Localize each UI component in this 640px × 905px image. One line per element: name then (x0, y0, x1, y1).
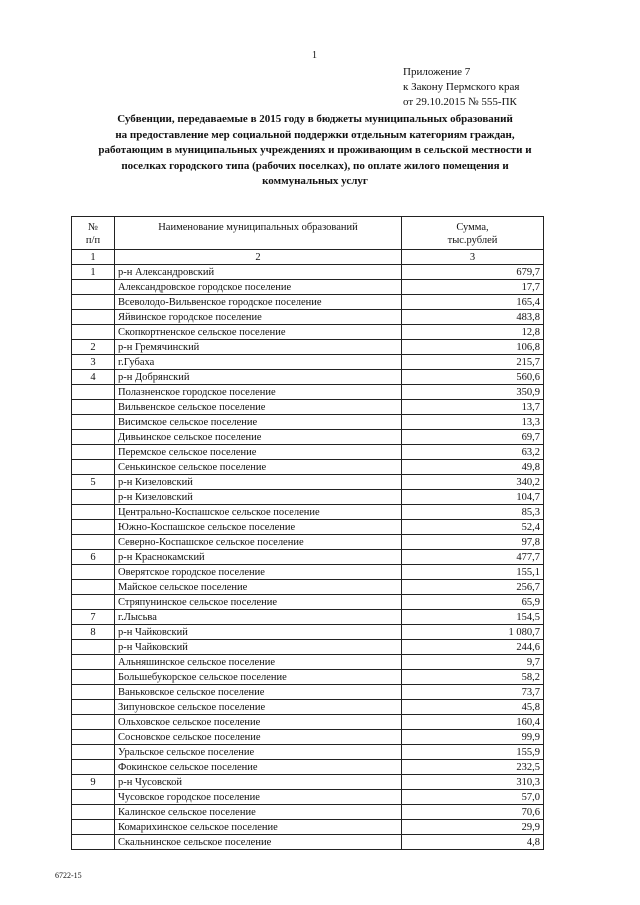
table-row (72, 460, 544, 475)
row-sum: 256,7 (402, 580, 544, 595)
header-number (72, 217, 115, 250)
row-sum: 85,3 (402, 505, 544, 520)
row-sum: 13,7 (402, 400, 544, 415)
row-sum: 160,4 (402, 715, 544, 730)
row-sum: 45,8 (402, 700, 544, 715)
row-number (72, 280, 115, 295)
row-sum: 97,8 (402, 535, 544, 550)
row-sum: 106,8 (402, 340, 544, 355)
table-row (72, 730, 544, 745)
row-number: 2 (72, 340, 115, 355)
row-name: Висимское сельское поселение (115, 415, 402, 430)
table-row (72, 505, 544, 520)
row-number (72, 805, 115, 820)
table-row (72, 385, 544, 400)
table-row (72, 445, 544, 460)
row-number (72, 700, 115, 715)
row-number (72, 520, 115, 535)
appendix-reference (403, 65, 519, 110)
row-sum: 104,7 (402, 490, 544, 505)
appendix-line-3: от 29.10.2015 № 555-ПК (403, 96, 517, 108)
table-row (72, 655, 544, 670)
table-row (72, 310, 544, 325)
row-sum: 49,8 (402, 460, 544, 475)
table-row (72, 580, 544, 595)
table-row (72, 520, 544, 535)
row-sum: 232,5 (402, 760, 544, 775)
row-sum: 69,7 (402, 430, 544, 445)
row-number: 4 (72, 370, 115, 385)
row-name: Северно-Коспашское сельское поселение (115, 535, 402, 550)
row-number (72, 730, 115, 745)
row-name: Сенькинское сельское поселение (115, 460, 402, 475)
table-row (72, 325, 544, 340)
subvention-table (71, 216, 544, 850)
row-number (72, 670, 115, 685)
row-number (72, 640, 115, 655)
row-sum: 17,7 (402, 280, 544, 295)
row-sum: 99,9 (402, 730, 544, 745)
row-sum: 9,7 (402, 655, 544, 670)
table-row (72, 685, 544, 700)
row-name: р-н Гремячинский (115, 340, 402, 355)
row-name: Калинское сельское поселение (115, 805, 402, 820)
row-number (72, 400, 115, 415)
page-number: 1 (312, 50, 317, 61)
row-number: 1 (72, 265, 115, 280)
header-sum-line-1: Сумма, (456, 222, 489, 233)
title-line-5: коммунальных услуг (262, 175, 368, 187)
table-row (72, 340, 544, 355)
footer-code: 6722-15 (55, 871, 82, 880)
table-body (72, 265, 544, 850)
table-row (72, 355, 544, 370)
table-row (72, 475, 544, 490)
row-sum: 215,7 (402, 355, 544, 370)
table-row (72, 430, 544, 445)
row-number (72, 565, 115, 580)
column-index-1: 1 (72, 250, 115, 265)
row-sum: 350,9 (402, 385, 544, 400)
table-row (72, 835, 544, 850)
row-sum: 58,2 (402, 670, 544, 685)
table-row (72, 820, 544, 835)
table-row (72, 805, 544, 820)
row-name: г.Губаха (115, 355, 402, 370)
table-row (72, 490, 544, 505)
row-name: Вильвенское сельское поселение (115, 400, 402, 415)
row-name: Большебукорское сельское поселение (115, 670, 402, 685)
row-number (72, 415, 115, 430)
row-sum: 4,8 (402, 835, 544, 850)
table-row (72, 415, 544, 430)
table-row (72, 745, 544, 760)
column-index-row (72, 250, 544, 265)
row-name: р-н Краснокамский (115, 550, 402, 565)
table-row (72, 640, 544, 655)
row-sum: 560,6 (402, 370, 544, 385)
row-sum: 154,5 (402, 610, 544, 625)
table-row (72, 535, 544, 550)
row-name: Александровское городское поселение (115, 280, 402, 295)
row-number (72, 745, 115, 760)
row-sum: 13,3 (402, 415, 544, 430)
row-name: Зипуновское сельское поселение (115, 700, 402, 715)
row-name: Стряпунинское сельское поселение (115, 595, 402, 610)
title-line-1: Субвенции, передаваемые в 2015 году в бюджеты муниципальных образований (117, 113, 513, 125)
row-sum: 155,1 (402, 565, 544, 580)
table-row (72, 400, 544, 415)
row-number (72, 490, 115, 505)
row-name: Майское сельское поселение (115, 580, 402, 595)
row-name: Комарихинское сельское поселение (115, 820, 402, 835)
row-number (72, 310, 115, 325)
header-sum (402, 217, 544, 250)
appendix-line-2: к Закону Пермского края (403, 81, 520, 93)
table-row (72, 775, 544, 790)
row-name: р-н Александровский (115, 265, 402, 280)
row-name: Альняшинское сельское поселение (115, 655, 402, 670)
row-sum: 57,0 (402, 790, 544, 805)
row-sum: 12,8 (402, 325, 544, 340)
row-number (72, 385, 115, 400)
row-number (72, 535, 115, 550)
row-name: Чусовское городское поселение (115, 790, 402, 805)
table-row (72, 715, 544, 730)
row-number (72, 445, 115, 460)
row-number (72, 595, 115, 610)
row-name: р-н Чайковский (115, 625, 402, 640)
header-number-line-2: п/п (85, 235, 101, 246)
row-number (72, 295, 115, 310)
header-name: Наименование муниципальных образований (115, 217, 402, 250)
row-number (72, 820, 115, 835)
row-name: р-н Добрянский (115, 370, 402, 385)
row-name: Сосновское сельское поселение (115, 730, 402, 745)
row-sum: 310,3 (402, 775, 544, 790)
row-name: г.Лысьва (115, 610, 402, 625)
table-row (72, 790, 544, 805)
table-row (72, 595, 544, 610)
row-name: Скальнинское сельское поселение (115, 835, 402, 850)
header-number-line-1: № (87, 222, 99, 233)
row-name: р-н Чайковский (115, 640, 402, 655)
row-sum: 73,7 (402, 685, 544, 700)
row-sum: 63,2 (402, 445, 544, 460)
row-sum: 340,2 (402, 475, 544, 490)
row-sum: 29,9 (402, 820, 544, 835)
row-name: р-н Чусовской (115, 775, 402, 790)
row-number (72, 685, 115, 700)
row-sum: 52,4 (402, 520, 544, 535)
row-number (72, 325, 115, 340)
row-sum: 477,7 (402, 550, 544, 565)
row-name: Уральское сельское поселение (115, 745, 402, 760)
row-number: 6 (72, 550, 115, 565)
appendix-line-1: Приложение 7 (403, 66, 471, 78)
table-row (72, 565, 544, 580)
row-number (72, 715, 115, 730)
row-sum: 70,6 (402, 805, 544, 820)
row-name: Фокинское сельское поселение (115, 760, 402, 775)
row-name: Оверятское городское поселение (115, 565, 402, 580)
row-name: р-н Кизеловский (115, 475, 402, 490)
row-sum: 155,9 (402, 745, 544, 760)
row-number (72, 580, 115, 595)
row-sum: 65,9 (402, 595, 544, 610)
table-row (72, 370, 544, 385)
table-row (72, 295, 544, 310)
table-header-row (72, 217, 544, 250)
row-number (72, 460, 115, 475)
row-sum: 244,6 (402, 640, 544, 655)
table-row (72, 760, 544, 775)
table-row (72, 265, 544, 280)
title-line-3: работающим в муниципальных учреждениях и проживающим в сельской местности и (98, 144, 532, 156)
column-index-2: 2 (115, 250, 402, 265)
column-index-3: 3 (402, 250, 544, 265)
row-number (72, 430, 115, 445)
row-number: 8 (72, 625, 115, 640)
row-sum: 165,4 (402, 295, 544, 310)
row-name: Ольховское сельское поселение (115, 715, 402, 730)
title-line-2: на предоставление мер социальной поддержки отдельным категориям граждан, (115, 128, 515, 141)
document-title (80, 112, 550, 190)
row-number (72, 760, 115, 775)
table-row (72, 550, 544, 565)
row-number: 5 (72, 475, 115, 490)
row-name: р-н Кизеловский (115, 490, 402, 505)
row-name: Полазненское городское поселение (115, 385, 402, 400)
row-name: Яйвинское городское поселение (115, 310, 402, 325)
table-row (72, 700, 544, 715)
row-sum: 483,8 (402, 310, 544, 325)
table-row (72, 280, 544, 295)
row-number (72, 790, 115, 805)
row-number (72, 655, 115, 670)
row-name: Скопкортненское сельское поселение (115, 325, 402, 340)
header-sum-line-2: тыс.рублей (447, 235, 498, 246)
row-name: Центрально-Коспашское сельское поселение (115, 505, 402, 520)
table-row (72, 625, 544, 640)
row-number: 7 (72, 610, 115, 625)
row-sum: 679,7 (402, 265, 544, 280)
row-name: Всеволодо-Вильвенское городское поселение (115, 295, 402, 310)
table-row (72, 670, 544, 685)
row-number: 9 (72, 775, 115, 790)
title-line-4: поселках городского типа (рабочих поселках), по оплате жилого помещения и (121, 159, 509, 172)
row-name: Ваньковское сельское поселение (115, 685, 402, 700)
row-name: Перемское сельское поселение (115, 445, 402, 460)
row-name: Южно-Коспашское сельское поселение (115, 520, 402, 535)
row-number (72, 835, 115, 850)
table-row (72, 610, 544, 625)
row-name: Дивьинское сельское поселение (115, 430, 402, 445)
row-sum: 1 080,7 (402, 625, 544, 640)
row-number: 3 (72, 355, 115, 370)
row-number (72, 505, 115, 520)
